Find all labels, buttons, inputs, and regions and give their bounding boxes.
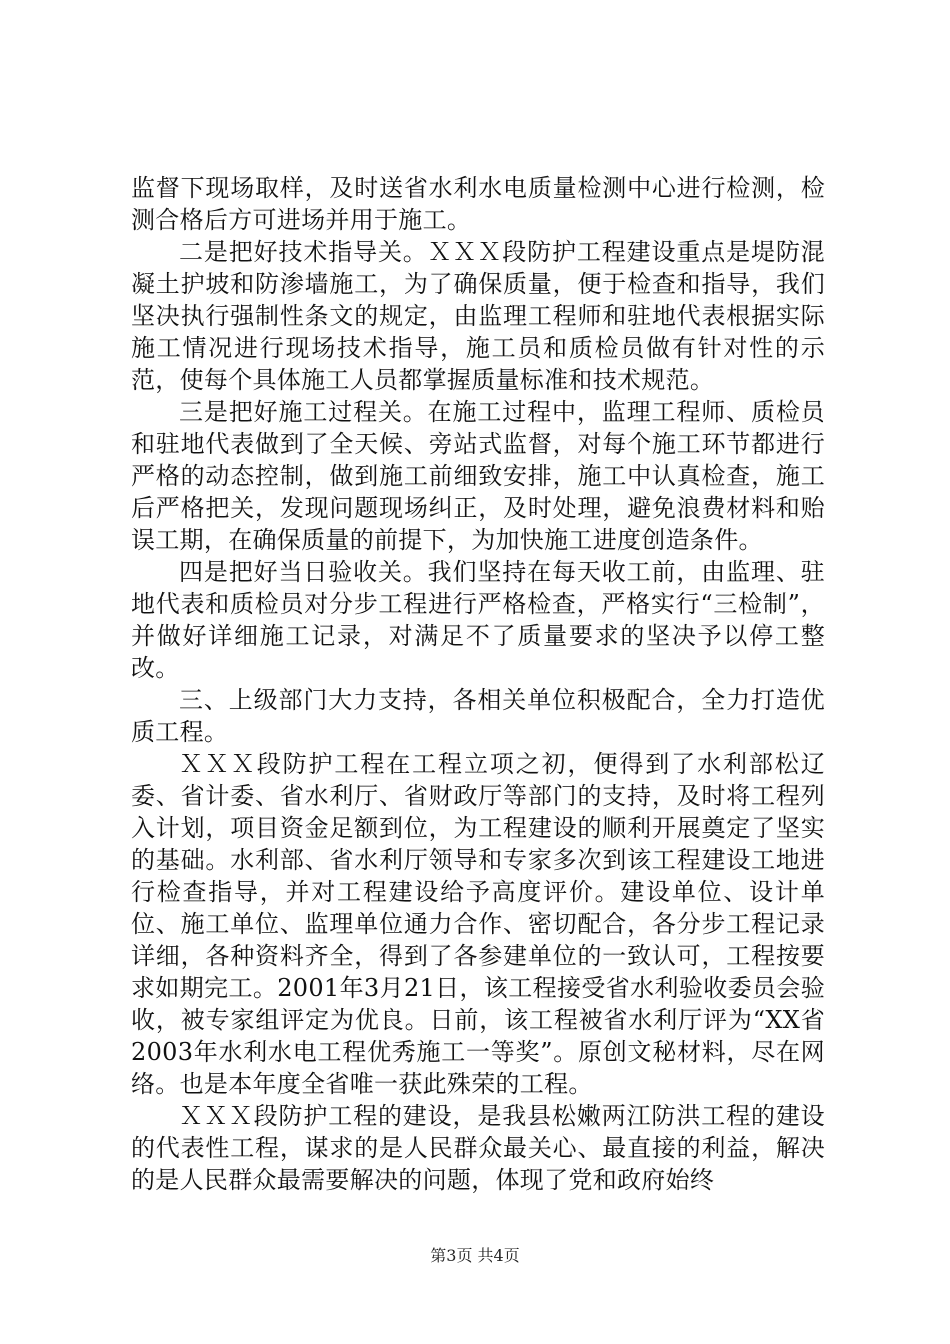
paragraph-2: 二是把好技术指导关。ＸＸＸ段防护工程建设重点是堤防混凝土护坡和防渗墙施工，为了确保质量，便于检查和指导，我们坚决执行强制性条文的规定，由监理工程师和驻地代表根据实际施工情况进行现场技术指导，施工员和质检员做有针对性的示范，使每个具体施工人员都掌握质量标准和技术规范。	[131, 238, 825, 394]
paragraph-7: ＸＸＸ段防护工程的建设，是我县松嫩两江防洪工程的建设的代表性工程，谋求的是人民群众最关心、最直接的利益，解决的是人民群众最需要解决的问题，体现了党和政府始终	[131, 1102, 825, 1194]
page-footer	[0, 1246, 950, 1266]
paragraph-6: ＸＸＸ段防护工程在工程立项之初，便得到了水利部松辽委、省计委、省水利厅、省财政厅等部门的支持，及时将工程列入计划，项目资金足额到位，为工程建设的顺利开展奠定了坚实的基础。水利部、省水利厅领导和专家多次到该工程建设工地进行检查指导，并对工程建设给予高度评价。建设单位、设计单位、施工单位、监理单位通力合作、密切配合，各分步工程记录详细，各种资料齐全，得到了各参建单位的一致认可，工程按要求如期完工。2001年3月21日，该工程接受省水利验收委员会验收，被专家组评定为优良。日前，该工程被省水利厅评为“XX省2003年水利水电工程优秀施工一等奖”。原创文秘材料，尽在网络。也是本年度全省唯一获此殊荣的工程。	[131, 750, 825, 1098]
page-number: 第3页 共4页	[430, 1246, 520, 1265]
paragraph-1: 监督下现场取样，及时送省水利水电质量检测中心进行检测，检测合格后方可进场并用于施工。	[131, 174, 825, 234]
paragraph-3: 三是把好施工过程关。在施工过程中，监理工程师、质检员和驻地代表做到了全天候、旁站式监督，对每个施工环节都进行严格的动态控制，做到施工前细致安排，施工中认真检查，施工后严格把关，发现问题现场纠正，及时处理，避免浪费材料和贻误工期，在确保质量的前提下，为加快施工进度创造条件。	[131, 398, 825, 554]
paragraph-5-heading: 三、上级部门大力支持，各相关单位积极配合，全力打造优质工程。	[131, 686, 825, 746]
paragraph-4: 四是把好当日验收关。我们坚持在每天收工前，由监理、驻地代表和质检员对分步工程进行严格检查，严格实行“三检制”，并做好详细施工记录，对满足不了质量要求的坚决予以停工整改。	[131, 558, 825, 682]
body-text	[131, 172, 825, 1196]
